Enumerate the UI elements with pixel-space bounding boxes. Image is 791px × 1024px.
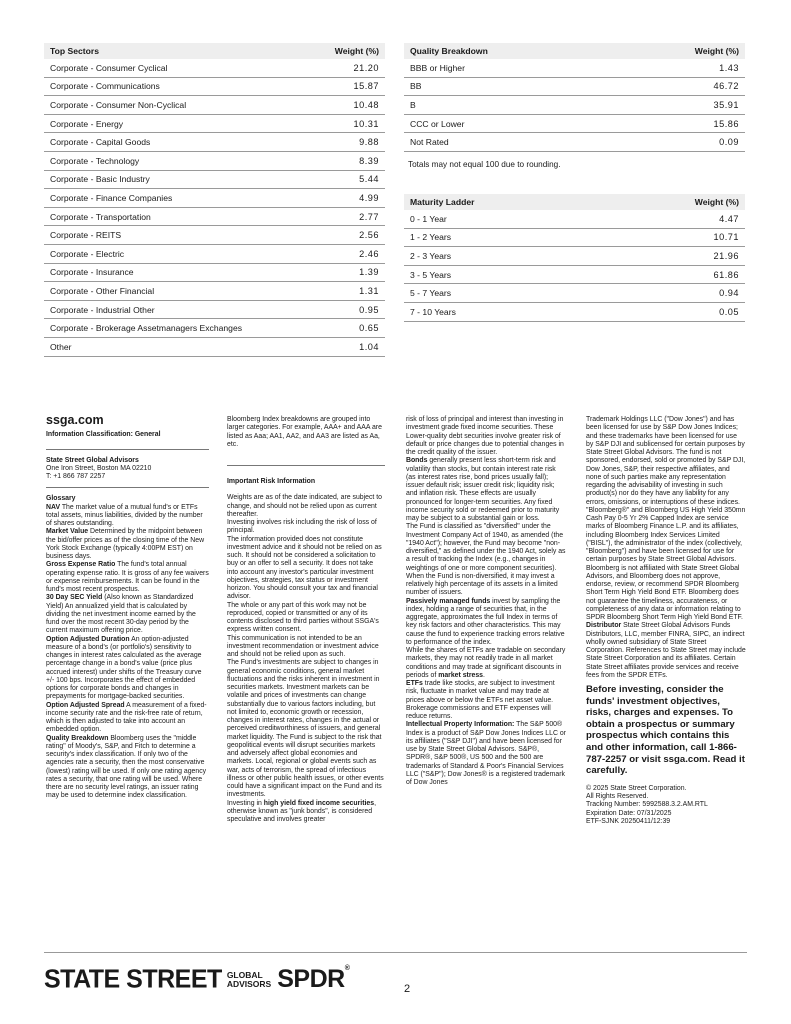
- row-label: Corporate - Energy: [44, 114, 311, 133]
- row-label: 0 - 1 Year: [404, 210, 600, 228]
- row-weight: 2.56: [311, 226, 385, 245]
- glossary-definition: An option-adjusted measure of a bond's (or portfolio's) sensitivity to changes in interest rates calculated as the average percentage change in a bond's value (price plus accrued interest) under shifts of the Treasury curve +/- 100 bps. Incorporates the effect of embedded options for corporate bonds and changes in prepayments for mortgage-backed securities.: [46, 635, 202, 701]
- row-weight: 2.46: [311, 244, 385, 263]
- risk-info-title: Important Risk Information: [227, 478, 316, 485]
- row-weight: 46.72: [614, 77, 745, 96]
- index-breakdown-text: Bloomberg Index breakdowns are grouped into larger categories. For example, AAA+ and AAA are listed as Aaa; AA1, AA2, and AA3 are listed as Aa, etc.: [227, 416, 382, 448]
- maturity-header: Maturity Ladder: [404, 194, 600, 210]
- divider: [46, 449, 209, 450]
- glossary-term: Quality Breakdown: [46, 734, 109, 742]
- prospectus-callout: Before investing, consider the funds' investment objectives, risks, charges and expenses. To obtain a prospectus or summary prospectus which contains this and other information, call 1-866-787-2257 or visit ssga.com. Read it carefully.: [586, 684, 745, 777]
- glossary-definition: Determined by the midpoint between the bid/offer prices as of the closing time of the New York Stock Exchange (typically 4:00PM EST) on business days.: [46, 528, 205, 560]
- table-row: [44, 114, 385, 133]
- row-weight: 1.39: [311, 263, 385, 282]
- table-row: [404, 59, 745, 77]
- quality-breakdown-table: [404, 43, 745, 152]
- page-number: 2: [404, 983, 411, 995]
- table-row: [44, 282, 385, 301]
- footer-divider: [44, 952, 747, 953]
- row-label: Corporate - REITS: [44, 226, 311, 245]
- glossary-entry: [46, 504, 209, 529]
- state-street-spdr-logo: [44, 965, 349, 994]
- column-1: [46, 413, 209, 801]
- glossary-definition: The fund's total annual operating expense ratio. It is gross of any fee waivers or expense reimbursements. It can be found in the fund's most recent prospectus.: [46, 561, 209, 593]
- table-row: [44, 170, 385, 189]
- glossary-definition: Bloomberg uses the "middle rating" of Moody's, S&P, and Fitch to determine a security's index classification. If only two of the agencies rate a security, then the most conservative (lowest) rating will be used. If only one rating agency rates a security, that one rating will be used. Where there are no security level ratings, an issuer rating may be used to determine index classification.: [46, 734, 207, 800]
- info-classification: Information Classification: General: [46, 431, 161, 439]
- row-label: Corporate - Consumer Non-Cyclical: [44, 96, 311, 115]
- row-weight: 21.20: [311, 59, 385, 77]
- row-label: Corporate - Insurance: [44, 263, 311, 282]
- risk-paragraph: The whole or any part of this work may not be reproduced, copied or transmitted or any of its contents disclosed to third parties without SSGA's express written consent.: [227, 601, 379, 634]
- row-label: Corporate - Consumer Cyclical: [44, 59, 311, 77]
- row-weight: 2.77: [311, 207, 385, 226]
- row-label: Corporate - Communications: [44, 77, 311, 96]
- table-row: [404, 114, 745, 133]
- weight-header: Weight (%): [311, 43, 385, 59]
- row-label: Corporate - Basic Industry: [44, 170, 311, 189]
- column-4: [586, 416, 746, 826]
- row-weight: 15.87: [311, 77, 385, 96]
- glossary-definition: A measurement of a fixed-income security rate and the risk-free rate of return, which is then adjusted to take into account an embedded option.: [46, 701, 207, 734]
- diversified-paragraph: The Fund is classified as "diversified" under the Investment Company Act of 1940, as amended (the "1940 Act"); however, the Fund may become "non-diversified," as defined under the 1940 Act, solely as a result of tracking the Index (e.g., changes in weightings of one or more component securities). When the Fund is non-diversified, it may invest a relatively high percentage of its assets in a limited number of issuers.: [406, 523, 566, 597]
- glossary-term: Option Adjusted Spread: [46, 701, 125, 709]
- column-2: [227, 416, 385, 824]
- row-weight: 4.47: [600, 210, 745, 228]
- bonds-paragraph: Bonds generally present less short-term risk and volatility than stocks, but contain interest rate risk (as interest rates rise, bond prices usually fall); issuer default risk; issuer credit risk; liquidity risk; and inflation risk. These effects are usually pronounced for longer-term securities. Any fixed income security sold or redeemed prior to maturity may be subject to a substantial gain or loss.: [406, 457, 560, 522]
- quality-header: Quality Breakdown: [404, 43, 614, 59]
- glossary-term: Market Value: [46, 528, 89, 536]
- row-label: Corporate - Other Financial: [44, 282, 311, 301]
- table-row: [44, 244, 385, 263]
- row-weight: 0.09: [614, 133, 745, 152]
- row-weight: 0.05: [600, 302, 745, 321]
- row-weight: 9.88: [311, 133, 385, 152]
- row-label: CCC or Lower: [404, 114, 614, 133]
- table-row: [44, 133, 385, 152]
- weight-header: Weight (%): [600, 194, 745, 210]
- row-weight: 8.39: [311, 151, 385, 170]
- quality-body: [404, 59, 745, 151]
- table-row: [44, 77, 385, 96]
- logo-spdr: SPDR®: [277, 965, 350, 993]
- company-phone: T: +1 866 787 2257: [46, 473, 106, 480]
- row-weight: 1.43: [614, 59, 745, 77]
- table-row: [44, 263, 385, 282]
- row-weight: 1.31: [311, 282, 385, 301]
- row-weight: 0.65: [311, 319, 385, 338]
- row-label: 1 - 2 Years: [404, 228, 600, 247]
- logo-global-advisors: GLOBAL ADVISORS: [226, 969, 272, 989]
- table-row: [404, 302, 745, 321]
- glossary-term: Option Adjusted Duration: [46, 635, 130, 643]
- rights-reserved: All Rights Reserved.: [586, 793, 649, 800]
- risk-paragraph: The information provided does not constitute investment advice and it should not be relied on as such. It should not be considered a solicitation to buy or an offer to sell a security. It does not take into account any investor's particular investment objectives, strategies, tax status or investment horizon. You should consult your tax and financial advisor.: [227, 535, 382, 601]
- passive-paragraph: Passively managed funds invest by sampling the index, holding a range of securities that, in the aggregate, approximates the full Index in terms of key risk factors and other characteristics. This may cause the fund to experience tracking errors relative to performance of the index.: [406, 597, 565, 646]
- glossary-term: NAV: [46, 503, 61, 511]
- table-row: [404, 228, 745, 247]
- divider: [227, 465, 385, 466]
- glossary-entry: [46, 561, 209, 594]
- table-row: [44, 151, 385, 170]
- glossary-term: Gross Expense Ratio: [46, 561, 116, 569]
- glossary-entry: [46, 594, 209, 635]
- row-label: 5 - 7 Years: [404, 284, 600, 303]
- risk-paragraph: risk of loss of principal and interest than investing in investment grade fixed income securities. These Lower-quality debt securities involve greater risk of default or price changes due to potential changes in the credit quality of the issuer.: [406, 416, 564, 456]
- row-label: 3 - 5 Years: [404, 265, 600, 284]
- trademark-paragraph: Trademark Holdings LLC ("Dow Jones") and has been licensed for use by S&P Dow Jones Indices; and these trademarks have been licensed for use by S&P DJI and sublicensed for certain purposes by State Street Global Advisors. The fund is not sponsored, endorsed, sold or promoted by S&P DJI, Dow Jones, S&P, their respective affiliates, and none of such parties make any representation regarding the advisability of investing in such product(s) nor do they have any liability for any errors, omissions, or interruptions of these indices.: [586, 416, 746, 506]
- row-weight: 35.91: [614, 96, 745, 115]
- table-row: [44, 337, 385, 356]
- tracking-number: Tracking Number: 5992588.3.2.AM.RTL: [586, 801, 708, 809]
- glossary-entry: [46, 636, 209, 702]
- row-weight: 10.48: [311, 96, 385, 115]
- row-label: BBB or Higher: [404, 59, 614, 77]
- top-sectors-table: [44, 43, 385, 357]
- glossary-list: [46, 504, 209, 801]
- table-row: [404, 133, 745, 152]
- table-row: [44, 226, 385, 245]
- table-row: [404, 210, 745, 228]
- risk-paragraph: Weights are as of the date indicated, are subject to change, and should not be relied upon as current thereafter.: [227, 494, 383, 518]
- row-label: Other: [44, 337, 311, 356]
- divider: [46, 487, 209, 488]
- table-row: [44, 207, 385, 226]
- row-label: B: [404, 96, 614, 115]
- expiration-date: Expiration Date: 07/31/2025: [586, 809, 672, 817]
- row-weight: 4.99: [311, 189, 385, 208]
- glossary-entry: [46, 528, 209, 561]
- document-code: ETF-SJNK 20250411/12:39: [586, 817, 671, 825]
- glossary-entry: [46, 735, 209, 801]
- company-name: State Street Global Advisors: [46, 456, 139, 464]
- row-weight: 15.86: [614, 114, 745, 133]
- row-weight: 10.31: [311, 114, 385, 133]
- logo-state-street: STATE STREET: [44, 964, 222, 994]
- maturity-body: [404, 210, 745, 321]
- risk-paragraph: The Fund's investments are subject to changes in general economic conditions, general market fluctuations and the risks inherent in investment in securities markets. Investment markets can be volatile and prices of investments can change substantially due to various factors including, but not limited to, economic growth or recession, changes in interest rates, changes in the actual or perceived creditworthiness of issuers, and general market liquidity. The Fund is subject to the risk that geopolitical events will disrupt securities markets and adversely affect global economies and markets. Local, regional or global events such as war, acts of terrorism, the spread of infectious illness or other public health issues, or other events could have a significant impact on the Fund and its investments.: [227, 659, 384, 799]
- market-stress-paragraph: While the shares of ETFs are tradable on secondary markets, they may not readily trade in all market conditions and may trade at significant discounts in periods of market stress.: [406, 647, 566, 679]
- table-row: [44, 59, 385, 77]
- table-row: [44, 319, 385, 338]
- maturity-ladder-table: [404, 194, 745, 322]
- table-row: [44, 96, 385, 115]
- table-row: [44, 300, 385, 319]
- row-label: Corporate - Capital Goods: [44, 133, 311, 152]
- row-label: Corporate - Transportation: [44, 207, 311, 226]
- glossary-title: Glossary: [46, 495, 76, 503]
- table-row: [404, 284, 745, 303]
- row-weight: 0.95: [311, 300, 385, 319]
- row-weight: 10.71: [600, 228, 745, 247]
- table-row: [404, 96, 745, 115]
- table-row: [404, 247, 745, 266]
- glossary-definition: (Also known as Standardized Yield) An annualized yield that is calculated by dividing the net investment income earned by the fund over the most recent 30-day period by the current maximum offering price.: [46, 594, 196, 635]
- row-label: Corporate - Finance Companies: [44, 189, 311, 208]
- table-row: [404, 77, 745, 96]
- row-label: Corporate - Electric: [44, 244, 311, 263]
- distributor-paragraph: Distributor State Street Global Advisors Funds Distributors, LLC, member FINRA, SIPC, an indirect wholly owned subsidiary of State Street Corporation. References to State Street may include State Street Corporation and its affiliates. Certain State Street affiliates provide services and receive fees from the SPDR ETFs.: [586, 622, 746, 679]
- ip-paragraph: Intellectual Property Information: The S&P 500® Index is a product of S&P Dow Jones Indices LLC or its affiliates ("S&P DJI") and have been licensed for use by State Street Global Advisors. S&P®, SPDR®, S&P 500®, US 500 and the 500 are trademarks of Standard & Poor's Financial Services LLC ("S&P"); Dow Jones® is a registered trademark of Dow Jones: [406, 721, 566, 786]
- rounding-note: Totals may not equal 100 due to rounding.: [408, 160, 561, 169]
- company-address: One Iron Street, Boston MA 02210: [46, 464, 152, 472]
- glossary-entry: [46, 702, 209, 735]
- row-label: Corporate - Technology: [44, 151, 311, 170]
- top-sectors-body: [44, 59, 385, 356]
- row-label: BB: [404, 77, 614, 96]
- row-label: Corporate - Industrial Other: [44, 300, 311, 319]
- row-weight: 1.04: [311, 337, 385, 356]
- row-weight: 21.96: [600, 247, 745, 266]
- row-label: Not Rated: [404, 133, 614, 152]
- top-sectors-header: Top Sectors: [44, 43, 311, 59]
- site-link[interactable]: ssga.com: [46, 413, 104, 427]
- glossary-definition: The market value of a mutual fund's or ETFs total assets, minus liabilities, divided by the number of shares outstanding.: [46, 503, 203, 527]
- copyright: © 2025 State Street Corporation.: [586, 784, 687, 792]
- table-row: [404, 265, 745, 284]
- column-3: [406, 416, 566, 787]
- table-row: [44, 189, 385, 208]
- row-label: 2 - 3 Years: [404, 247, 600, 266]
- risk-paragraph: This communication is not intended to be an investment recommendation or investment advice and should not be relied upon as such.: [227, 634, 379, 658]
- etfs-paragraph: ETFs trade like stocks, are subject to investment risk, fluctuate in market value and may trade at prices above or below the ETFs net asset value. Brokerage commissions and ETF expenses will reduce returns.: [406, 680, 555, 720]
- row-label: 7 - 10 Years: [404, 302, 600, 321]
- risk-paragraph: Investing involves risk including the risk of loss of principal.: [227, 519, 377, 535]
- bloomberg-paragraph: "Bloomberg®" and Bloomberg US High Yield 350mn Cash Pay 0-5 Yr 2% Capped Index are service marks of Bloomberg Finance L.P. and its affiliates, including Bloomberg Index Services Limited ("BISL"), the administrator of the index (collectively, "Bloomberg") and have been licensed for use for certain purposes by State Street Global Advisors. Bloomberg is not affiliated with State Street Global Advisors, and Bloomberg does not approve, endorse, review, or recommend SPDR Bloomberg Short Term High Yield Bond ETF. Bloomberg does not guarantee the timeliness, accurateness, or completeness of any data or information relating to SPDR Bloomberg Short Term High Yield Bond ETF.: [586, 506, 746, 621]
- glossary-term: 30 Day SEC Yield: [46, 594, 103, 602]
- row-weight: 0.94: [600, 284, 745, 303]
- row-weight: 61.86: [600, 265, 745, 284]
- row-label: Corporate - Brokerage Assetmanagers Exchanges: [44, 319, 311, 338]
- row-weight: 5.44: [311, 170, 385, 189]
- risk-paragraph: Investing in high yield fixed income securities, otherwise known as "junk bonds", is considered speculative and involves greater: [227, 799, 376, 823]
- weight-header: Weight (%): [614, 43, 745, 59]
